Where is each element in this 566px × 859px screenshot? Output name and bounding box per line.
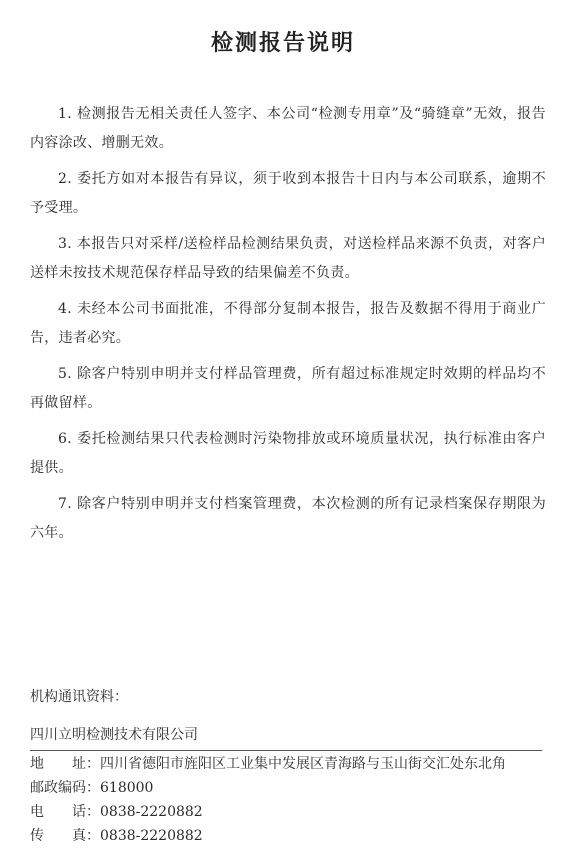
address-label: 地 址：	[30, 756, 100, 772]
divider-line	[30, 750, 542, 751]
postcode-value: 618000	[100, 780, 154, 796]
note-item: 2. 委托方如对本报告有异议，须于收到本报告十日内与本公司联系，逾期不予受理。	[30, 171, 546, 216]
page-title: 检测报告说明	[210, 30, 355, 56]
phone-value: 0838-2220882	[100, 804, 203, 820]
note-item: 1. 检测报告无相关责任人签字、本公司“检测专用章”及“骑缝章”无效，报告内容涂改、增删无效。	[30, 106, 546, 151]
fax-label: 传 真：	[30, 828, 100, 844]
note-item: 5. 除客户特别申明并支付样品管理费，所有超过标准规定时效期的样品均不再做留样。	[30, 366, 546, 411]
notes-list	[30, 100, 546, 555]
note-item: 7. 除客户特别申明并支付档案管理费，本次检测的所有记录档案保存期限为六年。	[30, 496, 546, 541]
phone-label: 电 话：	[30, 804, 100, 820]
fax-value: 0838-2220882	[100, 828, 203, 844]
org-heading: 机构通讯资料：	[30, 689, 128, 705]
note-item: 4. 未经本公司书面批准，不得部分复制本报告，报告及数据不得用于商业广告，违者必究。	[30, 301, 546, 346]
postcode-row	[30, 776, 550, 800]
address-row	[30, 752, 550, 776]
note-item: 6. 委托检测结果只代表检测时污染物排放或环境质量状况，执行标准由客户提供。	[30, 431, 546, 476]
phone-row	[30, 800, 550, 824]
fax-row	[30, 824, 550, 848]
postcode-label: 邮政编码：	[30, 780, 100, 796]
org-name: 四川立明检测技术有限公司	[30, 727, 198, 743]
note-item: 3. 本报告只对采样/送检样品检测结果负责，对送检样品来源不负责，对客户送样未按技术规范保存样品导致的结果偏差不负责。	[30, 236, 546, 281]
organization-contact-block	[30, 686, 550, 848]
address-value: 四川省德阳市旌阳区工业集中发展区青海路与玉山街交汇处东北角	[100, 756, 506, 772]
